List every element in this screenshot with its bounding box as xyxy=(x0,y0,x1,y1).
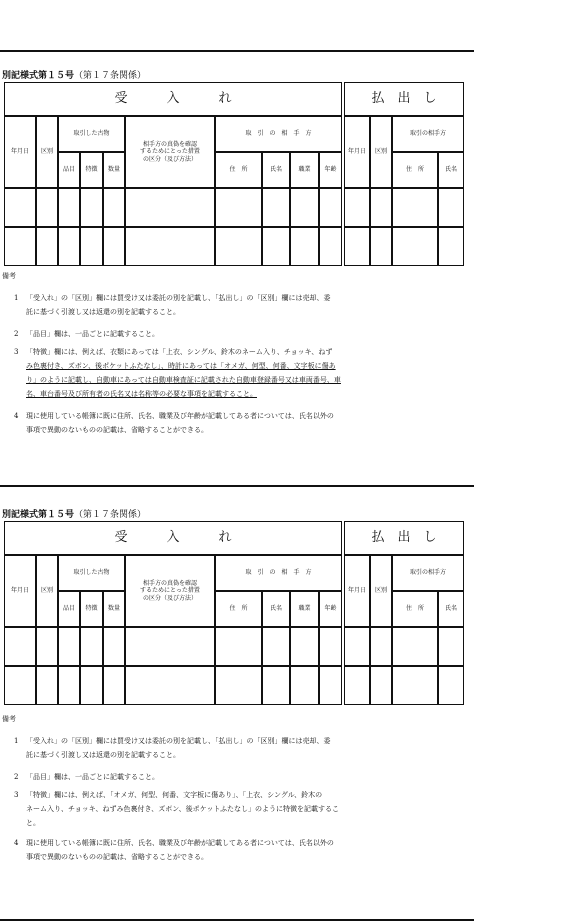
confirm-line-2: するためにとった措置 xyxy=(140,587,200,595)
data-cell[interactable] xyxy=(36,627,58,666)
pay-col-party: 取引の相手方 xyxy=(392,116,464,152)
data-cell[interactable] xyxy=(344,188,370,227)
notes-heading: 備考 xyxy=(2,272,16,280)
data-cell[interactable] xyxy=(36,227,58,266)
data-cell[interactable] xyxy=(319,227,342,266)
col-job: 職業 xyxy=(290,152,319,188)
pay-col-kubetsu: 区別 xyxy=(370,555,392,627)
col-address: 住 所 xyxy=(215,152,262,188)
note-line: 「特徴」欄には、例えば、「オメガ、何型、何番、文字板に傷あり」、「上衣、シングル、鈴木の xyxy=(26,791,323,799)
note-line: 現に使用している帳簿に既に住所、氏名、職業及び年齢が記載してある者については、氏名以外の xyxy=(26,839,334,847)
note-number: 1 xyxy=(14,737,19,745)
notes-block xyxy=(2,713,472,893)
data-cell[interactable] xyxy=(370,666,392,705)
note-line: 名、車台番号及び所有者の氏名又は名称等の必要な事項を記載すること。 xyxy=(26,390,257,398)
data-cell[interactable] xyxy=(319,666,342,705)
confirm-line-2: するためにとった措置 xyxy=(140,148,200,156)
note-line: と。 xyxy=(26,819,40,827)
pay-col-kubetsu: 区別 xyxy=(370,116,392,188)
data-cell[interactable] xyxy=(103,666,125,705)
note-number: 2 xyxy=(14,773,19,781)
col-age: 年齢 xyxy=(319,591,342,627)
data-cell[interactable] xyxy=(125,188,215,227)
data-cell[interactable] xyxy=(392,227,438,266)
form-title xyxy=(2,68,146,81)
note-line: 託に基づく引渡し又は返還の別を記載すること。 xyxy=(26,308,180,316)
pay-col-name: 氏名 xyxy=(438,591,464,627)
col-goods: 取引した古物 xyxy=(58,555,125,591)
confirm-line-3: の区分（及び方法） xyxy=(142,155,197,163)
note-line: り」のように記載し、自動車にあっては自動車検査証に記載された自動車登録番号又は車両番号、車 xyxy=(26,376,341,384)
note-line: 「受入れ」の「区別」欄には買受け又は委託の別を記載し、「払出し」の「区別」欄には売却、委 xyxy=(26,294,331,302)
note-line: 「品目」欄は、一品ごとに記載すること。 xyxy=(26,773,159,781)
data-cell[interactable] xyxy=(370,627,392,666)
data-cell[interactable] xyxy=(344,227,370,266)
note-number: 4 xyxy=(14,412,19,420)
notes-heading: 備考 xyxy=(2,715,16,723)
data-cell[interactable] xyxy=(58,188,80,227)
col-name: 氏名 xyxy=(262,591,290,627)
col-party: 取 引 の 相 手 方 xyxy=(215,555,342,591)
data-cell[interactable] xyxy=(319,627,342,666)
data-cell[interactable] xyxy=(392,666,438,705)
note-number: 1 xyxy=(14,294,19,302)
pay-col-address: 住 所 xyxy=(392,152,438,188)
data-cell[interactable] xyxy=(80,188,103,227)
col-age: 年齢 xyxy=(319,152,342,188)
data-rows xyxy=(4,627,464,705)
col-suryo: 数量 xyxy=(103,591,125,627)
payout-header: 払 出 し xyxy=(344,521,464,555)
data-cell[interactable] xyxy=(290,227,319,266)
data-cell[interactable] xyxy=(80,627,103,666)
note-number: 3 xyxy=(14,791,19,799)
register-table xyxy=(4,82,464,266)
col-date: 年月日 xyxy=(4,555,36,627)
data-cell[interactable] xyxy=(290,666,319,705)
pay-col-address: 住 所 xyxy=(392,591,438,627)
col-date: 年月日 xyxy=(4,116,36,188)
data-cell[interactable] xyxy=(344,627,370,666)
data-cell[interactable] xyxy=(344,666,370,705)
notes-block xyxy=(2,270,472,470)
col-job: 職業 xyxy=(290,591,319,627)
data-cell[interactable] xyxy=(80,666,103,705)
data-cell[interactable] xyxy=(125,627,215,666)
data-cell[interactable] xyxy=(4,188,36,227)
col-kubetsu: 区別 xyxy=(36,555,58,627)
data-cell[interactable] xyxy=(58,666,80,705)
note-number: 4 xyxy=(14,839,19,847)
form-title xyxy=(2,507,146,520)
data-cell[interactable] xyxy=(438,188,464,227)
note-line: 「受入れ」の「区別」欄には買受け又は委託の別を記載し、「払出し」の「区別」欄には売却、委 xyxy=(26,737,331,745)
receive-header: 受 入 れ xyxy=(4,82,342,116)
data-cell[interactable] xyxy=(36,188,58,227)
data-cell[interactable] xyxy=(262,666,290,705)
form-number: 別記様式第１５号 xyxy=(2,71,75,81)
form-article: （第１７条関係） xyxy=(74,71,147,81)
data-cell[interactable] xyxy=(262,627,290,666)
data-cell[interactable] xyxy=(262,188,290,227)
col-confirm xyxy=(125,555,215,627)
note-number: 3 xyxy=(14,348,19,356)
form-number: 別記様式第１５号 xyxy=(2,510,75,520)
data-cell[interactable] xyxy=(319,188,342,227)
data-cell[interactable] xyxy=(125,666,215,705)
col-name: 氏名 xyxy=(262,152,290,188)
data-cell[interactable] xyxy=(370,227,392,266)
form-article: （第１７条関係） xyxy=(74,510,147,520)
data-cell[interactable] xyxy=(370,188,392,227)
data-cell[interactable] xyxy=(103,188,125,227)
payout-header: 払 出 し xyxy=(344,82,464,116)
data-cell[interactable] xyxy=(392,188,438,227)
note-line: 現に使用している帳簿に既に住所、氏名、職業及び年齢が記載してある者については、氏名以外の xyxy=(26,412,334,420)
data-cell[interactable] xyxy=(262,227,290,266)
register-table xyxy=(4,521,464,705)
data-cell[interactable] xyxy=(4,666,36,705)
middle-divider xyxy=(0,485,474,487)
pay-col-party: 取引の相手方 xyxy=(392,555,464,591)
note-line: 「特徴」欄には、例えば、衣類にあっては「上衣、シングル、鈴木のネーム入り、チョッキ、ねず xyxy=(26,348,333,356)
data-cell[interactable] xyxy=(58,227,80,266)
data-rows xyxy=(4,188,464,266)
col-tokucho: 特徴 xyxy=(80,591,103,627)
confirm-line-1: 相手方の真偽を確認 xyxy=(142,579,197,587)
data-cell[interactable] xyxy=(215,627,262,666)
col-address: 住 所 xyxy=(215,591,262,627)
data-cell[interactable] xyxy=(290,188,319,227)
col-confirm xyxy=(125,116,215,188)
col-kubetsu: 区別 xyxy=(36,116,58,188)
note-line: 事項で異動のないものの記載は、省略することができる。 xyxy=(26,426,208,434)
data-cell[interactable] xyxy=(438,227,464,266)
confirm-line-3: の区分（及び方法） xyxy=(142,594,197,602)
col-suryo: 数量 xyxy=(103,152,125,188)
data-cell[interactable] xyxy=(103,227,125,266)
data-cell[interactable] xyxy=(4,227,36,266)
data-cell[interactable] xyxy=(290,627,319,666)
data-cell[interactable] xyxy=(36,666,58,705)
col-tokucho: 特徴 xyxy=(80,152,103,188)
confirm-line-1: 相手方の真偽を確認 xyxy=(142,140,197,148)
col-hinmoku: 品目 xyxy=(58,591,80,627)
note-line: 「品目」欄は、一品ごとに記載すること。 xyxy=(26,330,159,338)
note-line: 事項で異動のないものの記載は、省略することができる。 xyxy=(26,853,208,861)
note-number: 2 xyxy=(14,330,19,338)
col-goods: 取引した古物 xyxy=(58,116,125,152)
data-cell[interactable] xyxy=(215,227,262,266)
bottom-divider xyxy=(0,919,474,921)
data-cell[interactable] xyxy=(215,666,262,705)
data-cell[interactable] xyxy=(215,188,262,227)
top-divider xyxy=(0,50,474,52)
data-cell[interactable] xyxy=(438,627,464,666)
data-cell[interactable] xyxy=(438,666,464,705)
col-hinmoku: 品目 xyxy=(58,152,80,188)
data-cell[interactable] xyxy=(4,627,36,666)
receive-header: 受 入 れ xyxy=(4,521,342,555)
pay-col-date: 年月日 xyxy=(344,116,370,188)
pay-col-name: 氏名 xyxy=(438,152,464,188)
note-line: ネーム入り、チョッキ、ねずみ色裏付き、ズボン、後ポケットふたなし」のように特徴を記載するこ xyxy=(26,805,340,813)
data-cell[interactable] xyxy=(80,227,103,266)
note-line: み色裏付き、ズボン、後ポケットふたなし」、時計にあっては「オメガ、何型、何番、文字板に傷あ xyxy=(26,362,336,370)
note-line: 託に基づく引渡し又は返還の別を記載すること。 xyxy=(26,751,180,759)
data-cell[interactable] xyxy=(392,627,438,666)
pay-col-date: 年月日 xyxy=(344,555,370,627)
data-cell[interactable] xyxy=(58,627,80,666)
data-cell[interactable] xyxy=(125,227,215,266)
data-cell[interactable] xyxy=(103,627,125,666)
col-party: 取 引 の 相 手 方 xyxy=(215,116,342,152)
